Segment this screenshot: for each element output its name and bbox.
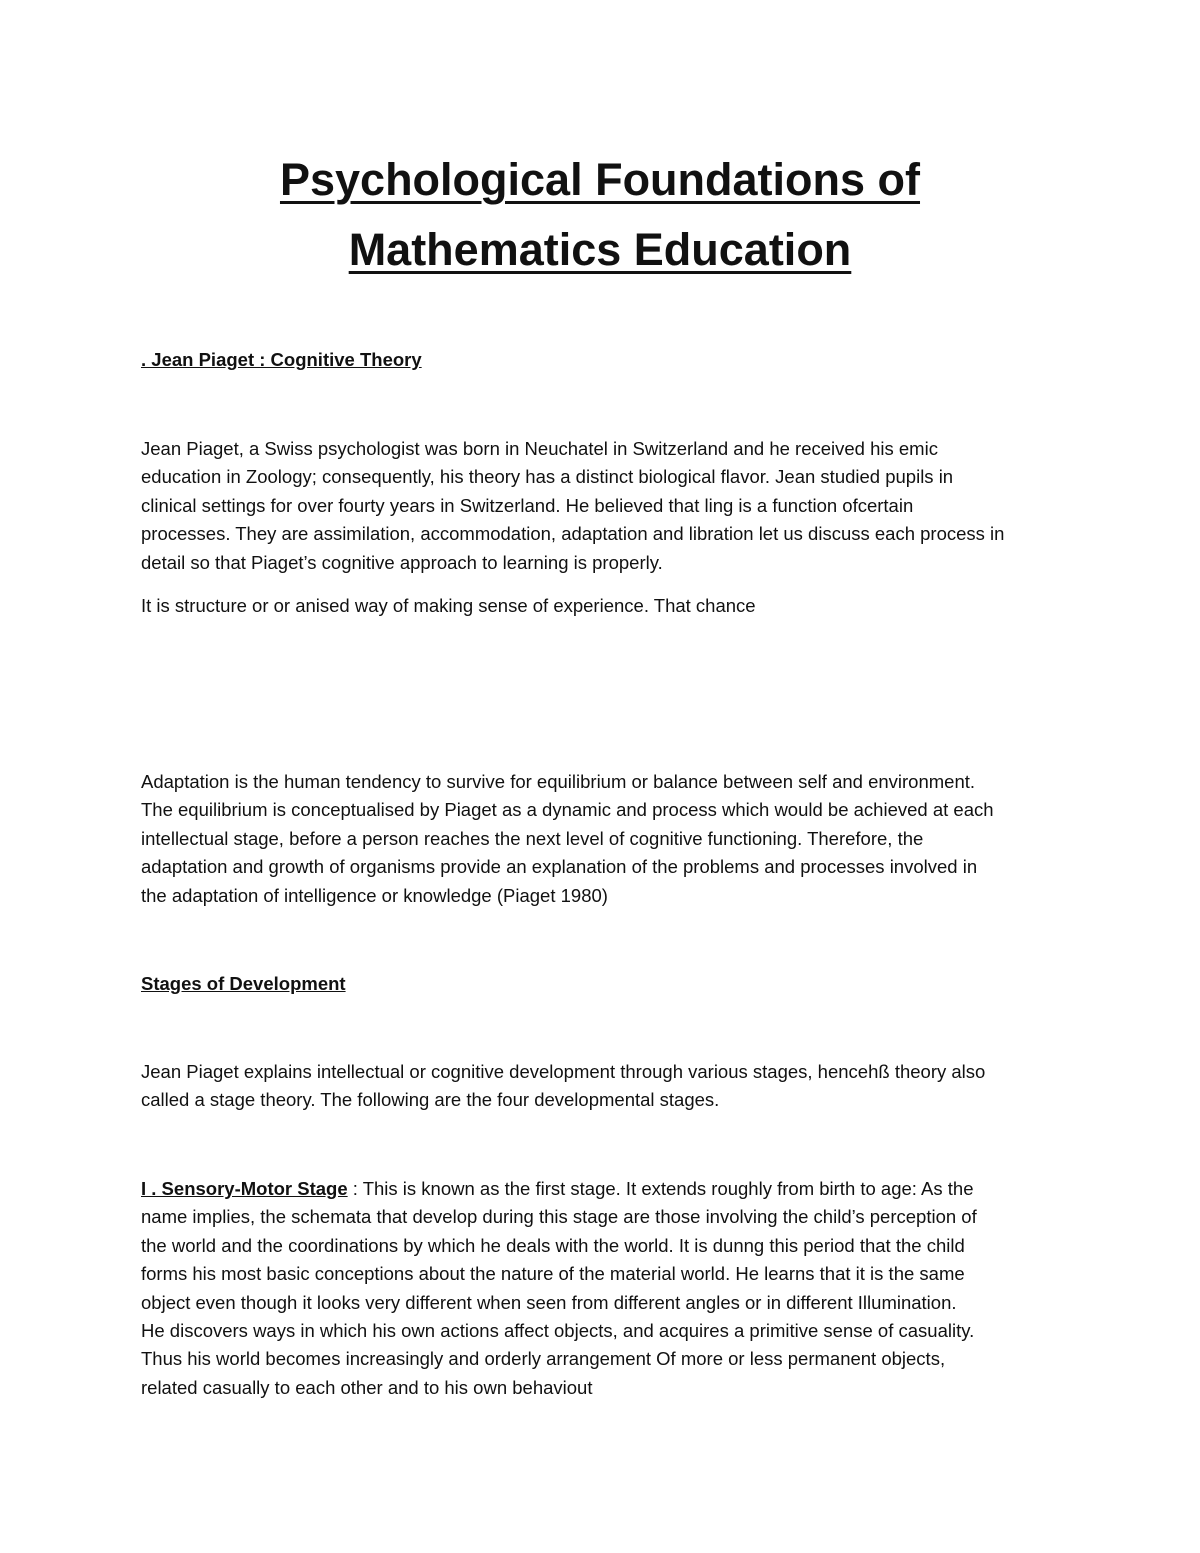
paragraph-line: He discovers ways in which his own actions affect objects, and acquires a primitive sense of casuality. — [141, 1320, 975, 1342]
paragraph-line: The equilibrium is conceptualised by Piaget as a dynamic and process which would be achieved at each — [141, 799, 994, 821]
paragraph-line: the adaptation of intelligence or knowledge (Piaget 1980) — [141, 884, 608, 906]
document-title-line-1: Psychological Foundations of — [279, 154, 921, 205]
paragraph-line: clinical settings for over fourty years in Switzerland. He believed that ling is a function ofcertain — [141, 494, 914, 516]
section-heading-stages: Stages of Development — [141, 973, 346, 994]
paragraph-line: Adaptation is the human tendency to survive for equilibrium or balance between self and environment. — [141, 771, 976, 792]
paragraph-line: name implies, the schemata that develop during this stage are those involving the child’s perception of — [141, 1206, 977, 1228]
paragraph-sensory-motor-stage — [141, 1175, 1071, 1402]
paragraph-line: Jean Piaget explains intellectual or cognitive development through various stages, hencehß theory also — [141, 1061, 986, 1082]
paragraph-line: Thus his world becomes increasingly and orderly arrangement Of more or less permanent objects, — [141, 1348, 946, 1370]
paragraph-line: Jean Piaget, a Swiss psychologist was born in Neuchatel in Switzerland and he received his emic — [141, 438, 938, 459]
paragraph-line: processes. They are assimilation, accommodation, adaptation and libration let us discuss each process in — [141, 523, 1005, 545]
paragraph-adaptation — [141, 768, 1071, 910]
paragraph-line: It is structure or or anised way of making sense of experience. That chance — [141, 595, 756, 616]
paragraph-line: detail so that Piaget’s cognitive approach to learning is properly. — [141, 551, 663, 573]
paragraph-line: called a stage theory. The following are the four developmental stages. — [141, 1089, 720, 1111]
paragraph-line: education in Zoology; consequently, his theory has a distinct biological flavor. Jean studied pupils in — [141, 466, 954, 488]
paragraph-line: the world and the coordinations by which he deals with the world. It is dunng this period that the child — [141, 1234, 965, 1256]
section-heading-cognitive-theory: . Jean Piaget : Cognitive Theory — [141, 349, 422, 370]
paragraph-line: adaptation and growth of organisms provide an explanation of the problems and processes involved in — [141, 856, 978, 878]
stage-heading-sensory-motor: I . Sensory-Motor Stage — [141, 1178, 348, 1199]
paragraph-line — [141, 1175, 1071, 1203]
paragraph-line: object even though it looks very different when seen from different angles or in different Illumination. — [141, 1291, 957, 1313]
paragraph-line: related casually to each other and to his own behaviout — [141, 1376, 593, 1398]
paragraph-structure — [141, 592, 1071, 620]
stage-first-line-text: : This is known as the first stage. It extends roughly from birth to age: As the — [347, 1178, 974, 1199]
document-title-line-2: Mathematics Education — [348, 224, 852, 275]
paragraph-stages-intro — [141, 1058, 1071, 1115]
paragraph-piaget-intro — [141, 435, 1071, 577]
paragraph-line: forms his most basic conceptions about the nature of the material world. He learns that it is the same — [141, 1263, 965, 1285]
paragraph-line: intellectual stage, before a person reaches the next level of cognitive functioning. Therefore, the — [141, 827, 924, 849]
